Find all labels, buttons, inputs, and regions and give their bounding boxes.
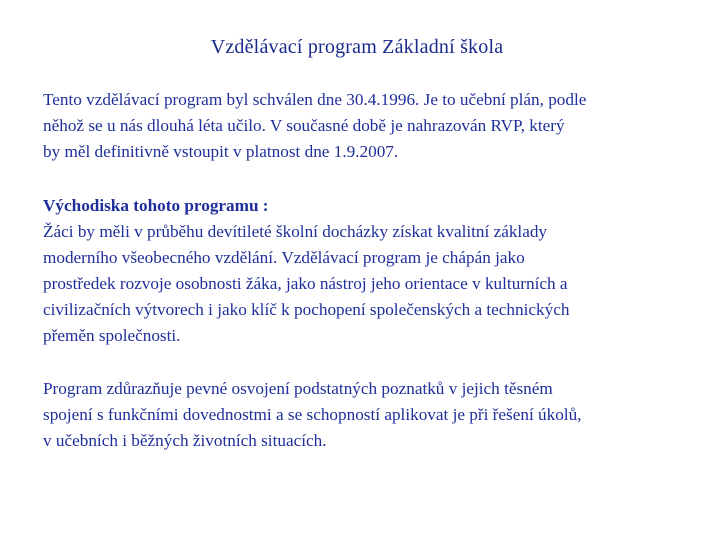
basis-paragraph	[43, 193, 693, 349]
emphasis-paragraph	[43, 376, 693, 454]
basis-heading: Východiska tohoto programu :	[43, 196, 269, 215]
slide-title: Vzdělávací program Základní škola	[210, 36, 504, 58]
basis-line: moderního všeobecného vzdělání. Vzdělávací program je chápán jako	[43, 248, 525, 267]
basis-line: prostředek rozvoje osobnosti žáka, jako nástroj jeho orientace v kulturních a	[43, 274, 568, 293]
basis-line: přeměn společnosti.	[43, 326, 181, 345]
intro-line: by měl definitivně vstoupit v platnost dne 1.9.2007.	[43, 142, 399, 161]
emphasis-line: v učebních i běžných životních situacích.	[43, 431, 327, 450]
intro-line: Tento vzdělávací program byl schválen dne 30.4.1996. Je to učební plán, podle	[43, 90, 587, 109]
intro-paragraph	[43, 87, 693, 165]
basis-line: Žáci by měli v průběhu devítileté školní docházky získat kvalitní základy	[43, 222, 548, 241]
emphasis-line: Program zdůrazňuje pevné osvojení podstatných poznatků v jejich těsném	[43, 379, 553, 398]
basis-line: civilizačních výtvorech i jako klíč k pochopení společenských a technických	[43, 300, 570, 319]
emphasis-line: spojení s funkčními dovednostmi a se schopností aplikovat je při řešení úkolů,	[43, 405, 582, 424]
intro-line: něhož se u nás dlouhá léta učilo. V současné době je nahrazován RVP, který	[43, 116, 565, 135]
